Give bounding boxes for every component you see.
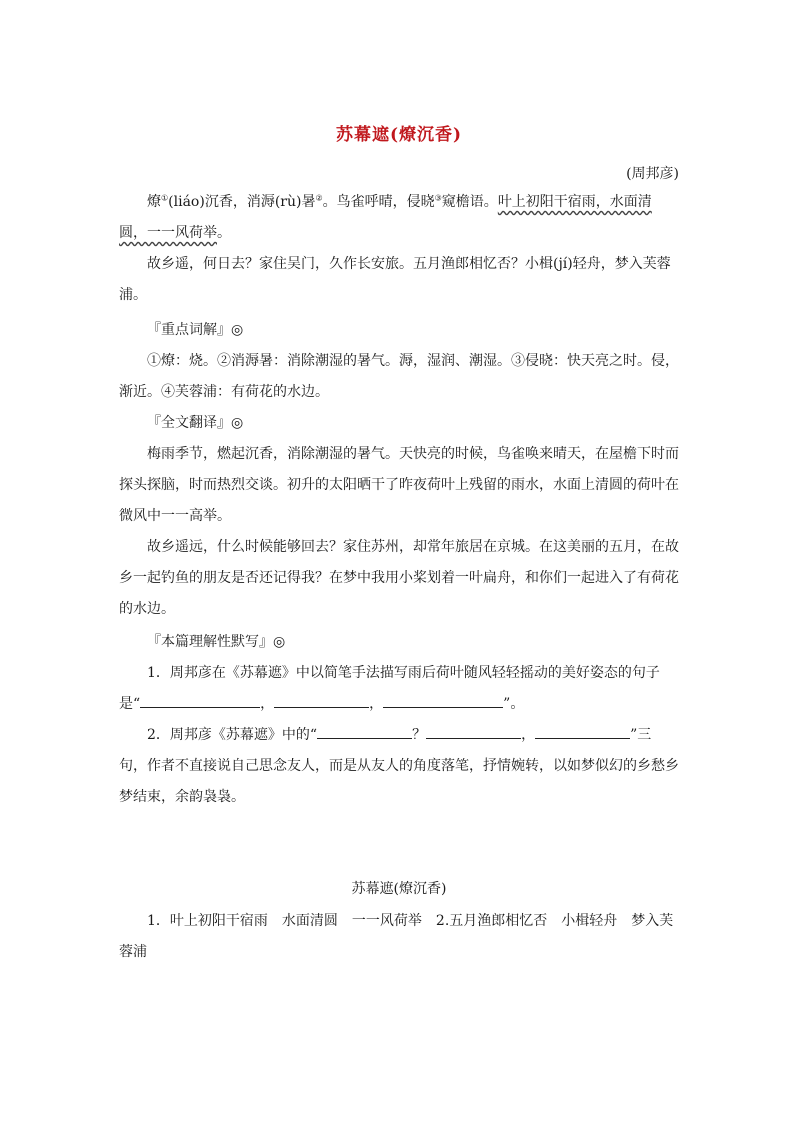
punctuation: ，: [260, 696, 275, 712]
keywords-text: ①燎：烧。②消溽暑：消除潮湿的暑气。溽，湿润、潮湿。③侵晓：快天亮之时。侵，渐近。④芙蓉浦：有荷花的水边。: [119, 353, 679, 400]
answer-blank[interactable]: [274, 693, 369, 708]
question-2: [119, 720, 679, 813]
quote-mark: ”。: [503, 696, 525, 712]
poem-text: 。: [217, 225, 231, 241]
question-2-text: ”三句，作者不直接说自己思念友人，而是从友人的角度落笔，抒情婉转，以如梦似幻的乡愁乡梦结束，余韵袅袅。: [119, 727, 679, 805]
poem-author: (周邦彦): [626, 166, 679, 182]
poem-stanza-1: [119, 187, 679, 249]
answers-text: 1．叶上初阳干宿雨 水面清圆 一一风荷举 2.五月渔郎相忆否 小楫轻舟 梦入芙蓉浦: [119, 913, 674, 960]
footnote-marker: ③: [434, 193, 442, 203]
translation-section: [119, 408, 679, 625]
dictation-section: [119, 627, 679, 813]
poem-text: 窥檐语。: [441, 194, 498, 210]
punctuation: ？: [412, 727, 427, 743]
quote-mark: “: [133, 696, 141, 712]
footnote-marker: ②: [315, 193, 323, 203]
answers-section: [119, 906, 679, 968]
poem-body: [119, 187, 679, 311]
footnote-marker: ①: [161, 193, 169, 203]
poem-title: 苏幕遮(燎沉香): [335, 125, 463, 145]
poem-text: 燎: [147, 194, 161, 210]
punctuation: ，: [521, 727, 536, 743]
answer-blank[interactable]: [317, 724, 412, 739]
question-1-text: 1．周邦彦在《苏幕遮》中以简笔手法描写雨后荷叶随风轻轻摇动的美好姿态的句子是: [119, 665, 660, 712]
poem-stanza-2: 故乡遥，何日去？家住吴门，久作长安旅。五月渔郎相忆否？小楫(jí)轻舟，梦入芙蓉浦。: [119, 256, 671, 303]
punctuation: ，: [369, 696, 384, 712]
underlined-verse: 叶上初阳干宿雨，水面清圆，: [119, 194, 652, 241]
section-heading-keywords: 『重点词解』◎: [147, 322, 244, 338]
answers-heading: 苏幕遮(燎沉香): [351, 881, 447, 897]
question-2-text: 2．周邦彦《苏幕遮》中的“: [147, 727, 318, 743]
section-heading-dictation: 『本篇理解性默写』◎: [147, 634, 286, 650]
section-heading-translation: 『全文翻译』◎: [147, 415, 244, 431]
keywords-section: [119, 315, 679, 408]
answer-blank[interactable]: [426, 724, 521, 739]
answer-blank[interactable]: [383, 693, 503, 708]
question-1: [119, 658, 679, 720]
answer-blank[interactable]: [140, 693, 260, 708]
translation-paragraph-2: 故乡遥远，什么时候能够回去？家住苏州，却常年旅居在京城。在这美丽的五月，在故乡一起钓鱼的朋友是否还记得我？在梦中我用小桨划着一叶扁舟，和你们一起进入了有荷花的水边。: [119, 539, 679, 617]
underlined-verse: 一一风荷举: [147, 225, 217, 241]
answer-blank[interactable]: [535, 724, 630, 739]
poem-text: 。鸟雀呼晴，侵晓: [322, 194, 435, 210]
poem-text: (liáo)沉香，消溽(rù)暑: [168, 194, 316, 210]
translation-paragraph-1: 梅雨季节，燃起沉香，消除潮湿的暑气。天快亮的时候，鸟雀唤来晴天，在屋檐下时而探头探脑，时而热烈交谈。初升的太阳晒干了昨夜荷叶上残留的雨水，水面上清圆的荷叶在微风中一一高举。: [119, 446, 679, 524]
